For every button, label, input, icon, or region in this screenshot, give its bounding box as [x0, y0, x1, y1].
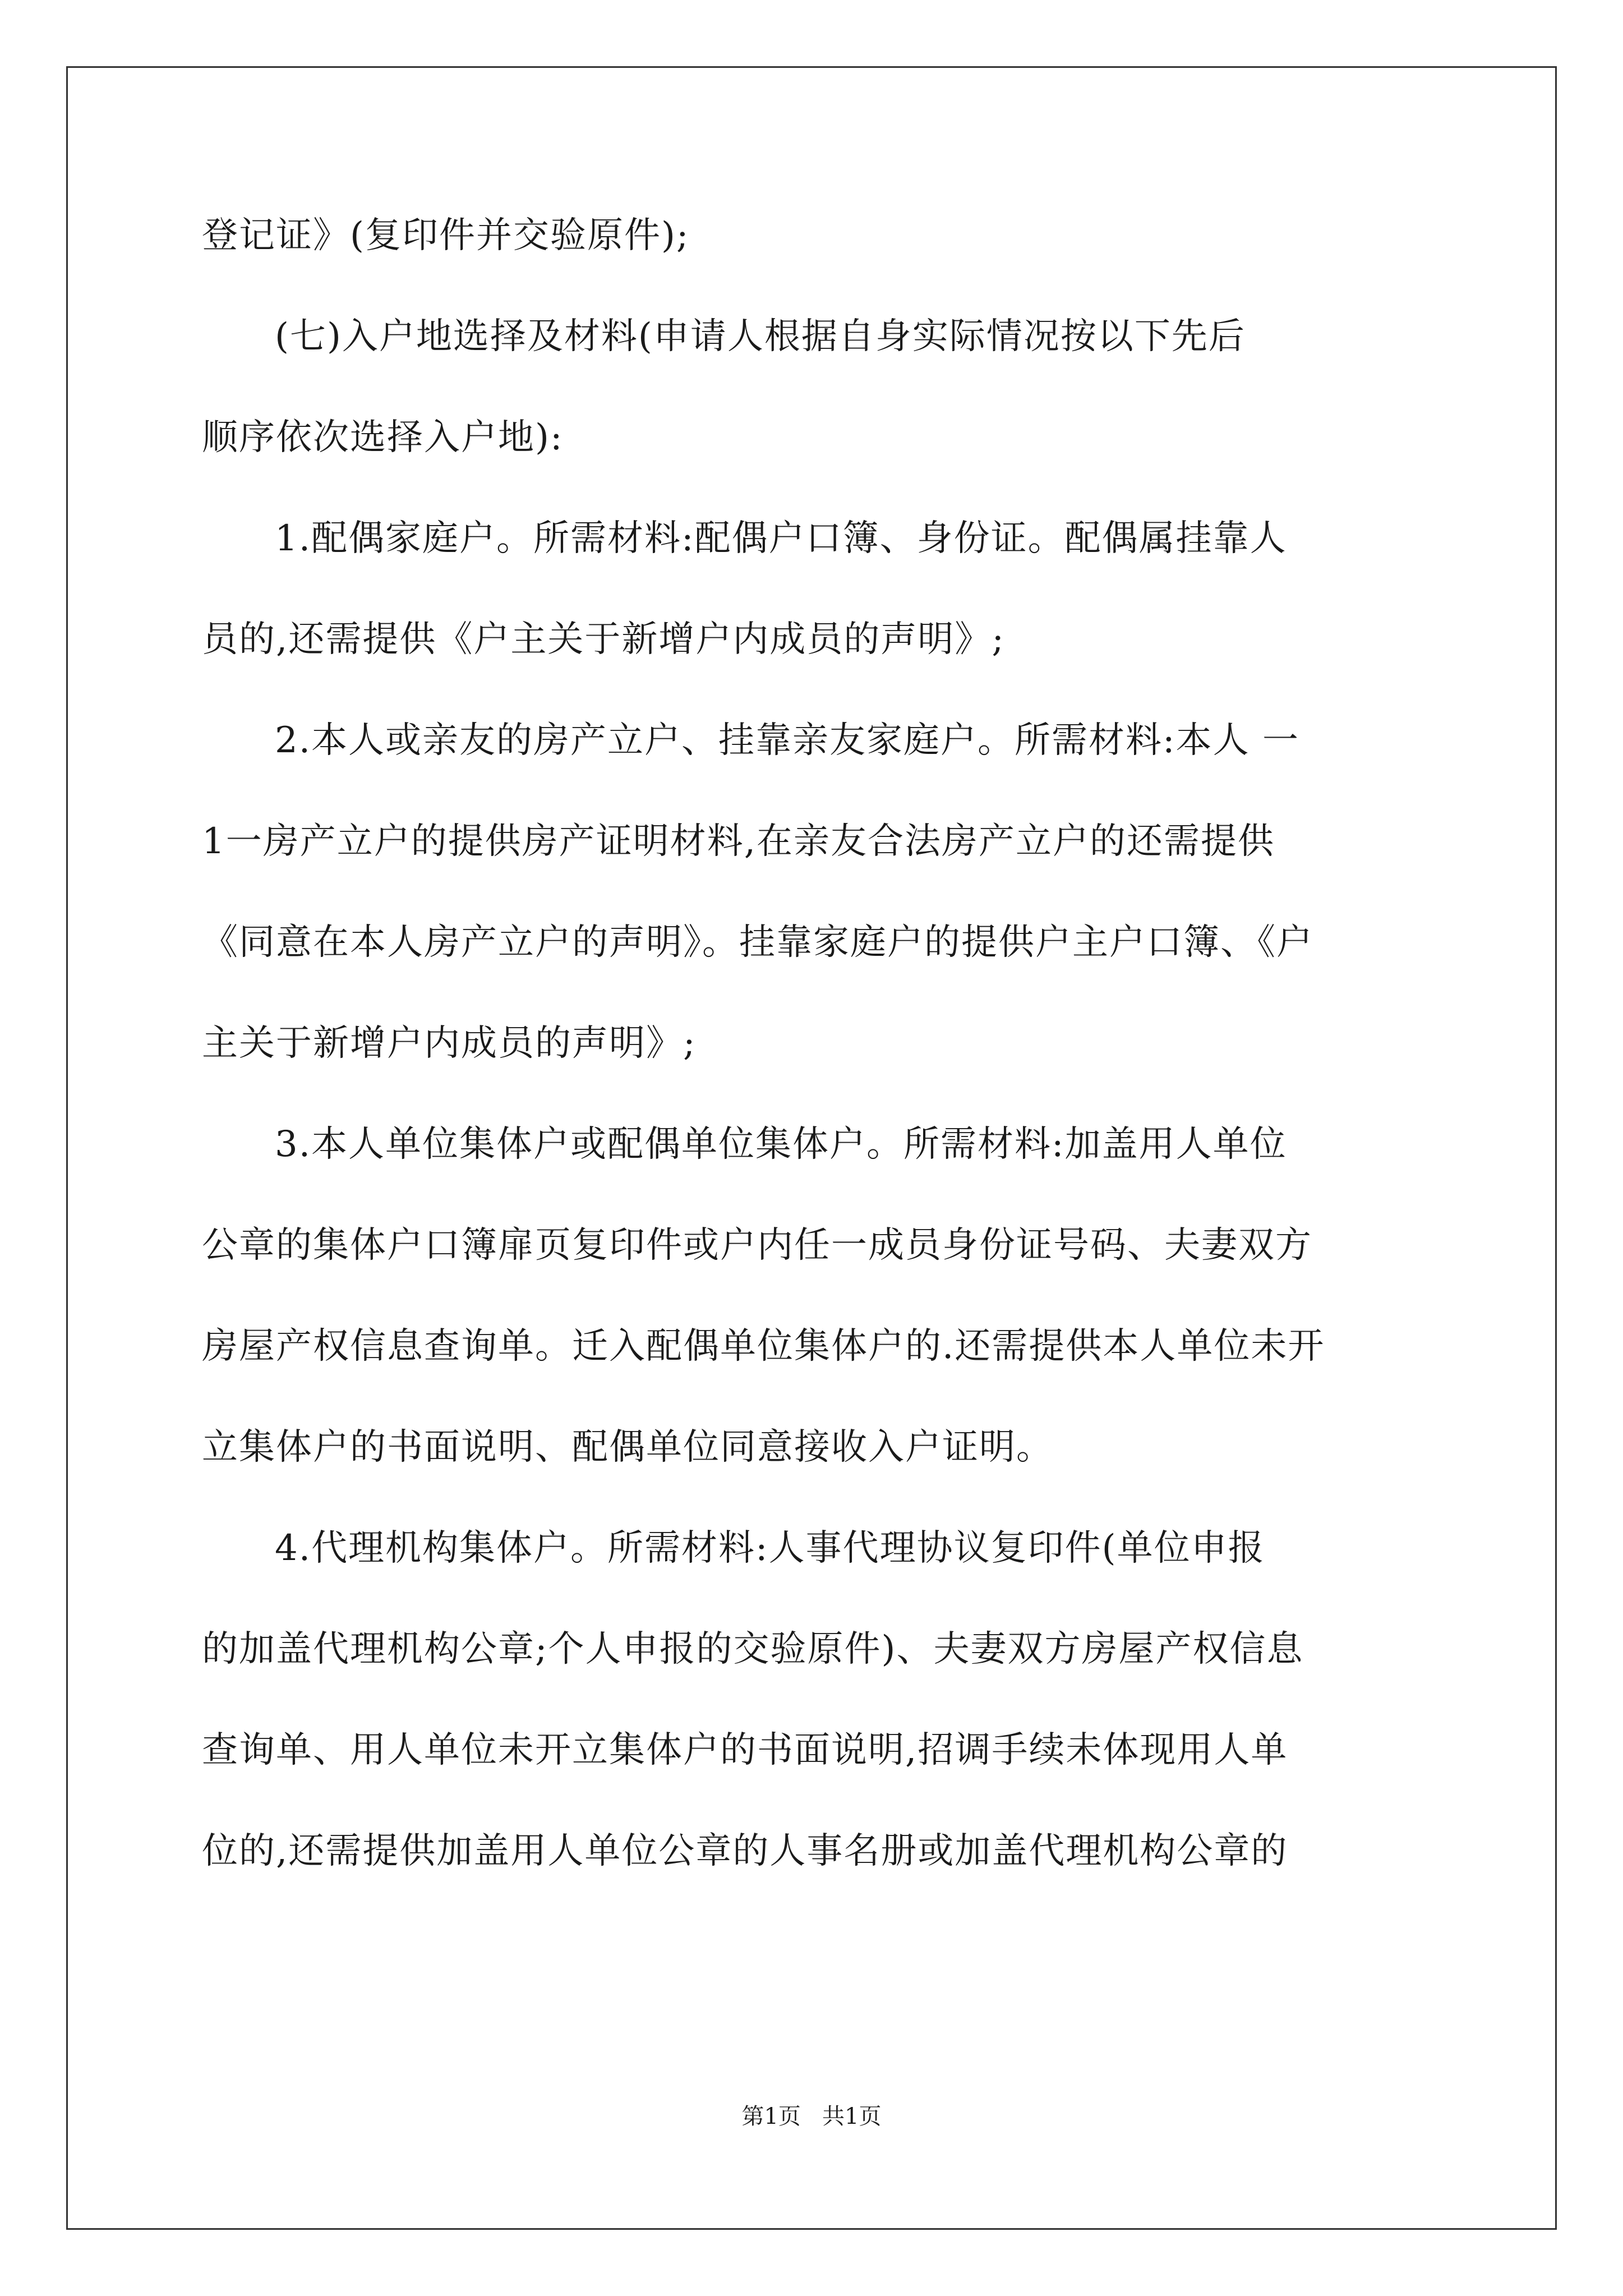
text-line-3: 顺序依次选择入户地): [202, 417, 564, 458]
text-line-11: 公章的集体户口簿扉页复印件或户内任一成员身份证号码、夫妻双方 [202, 1225, 1312, 1266]
text-line-10: 3.本人单位集体户或配偶单位集体户。所需材料:加盖用人单位 [275, 1124, 1287, 1165]
text-line-4: 1.配偶家庭户。所需材料:配偶户口簿、身份证。配偶属挂靠人 [275, 518, 1287, 559]
text-line-14: 4.代理机构集体户。所需材料:人事代理协议复印件(单位申报 [275, 1527, 1265, 1569]
text-line-5: 员的,还需提供《户主关于新增户内成员的声明》; [202, 619, 1005, 660]
text-line-8: 《同意在本人房产立户的声明》。挂靠家庭户的提供户主户口簿、《户 [202, 922, 1313, 963]
text-line-1: 登记证》(复印件并交验原件); [202, 215, 690, 256]
text-line-6: 2.本人或亲友的房产立户、挂靠亲友家庭户。所需材料:本人 一 [275, 720, 1299, 761]
text-line-16: 查询单、用人单位未开立集体户的书面说明,招调手续未体现用人单 [202, 1729, 1288, 1771]
text-line-17: 位的,还需提供加盖用人单位公章的人事名册或加盖代理机构公章的 [202, 1830, 1288, 1872]
text-line-2: (七)入户地选择及材料(申请人根据自身实际情况按以下先后 [275, 316, 1246, 357]
text-line-12: 房屋产权信息查询单。迁入配偶单位集体户的.还需提供本人单位未开 [202, 1326, 1325, 1367]
text-line-9: 主关于新增户内成员的声明》; [202, 1023, 697, 1064]
text-line-13: 立集体户的书面说明、配偶单位同意接收入户证明。 [202, 1427, 1053, 1468]
text-line-15: 的加盖代理机构公章;个人申报的交验原件)、夫妻双方房屋产权信息 [202, 1628, 1304, 1670]
page-footer: 第1页 共1页 [741, 2104, 882, 2129]
text-line-7: 1一房产立户的提供房产证明材料,在亲友合法房产立户的还需提供 [202, 821, 1275, 862]
